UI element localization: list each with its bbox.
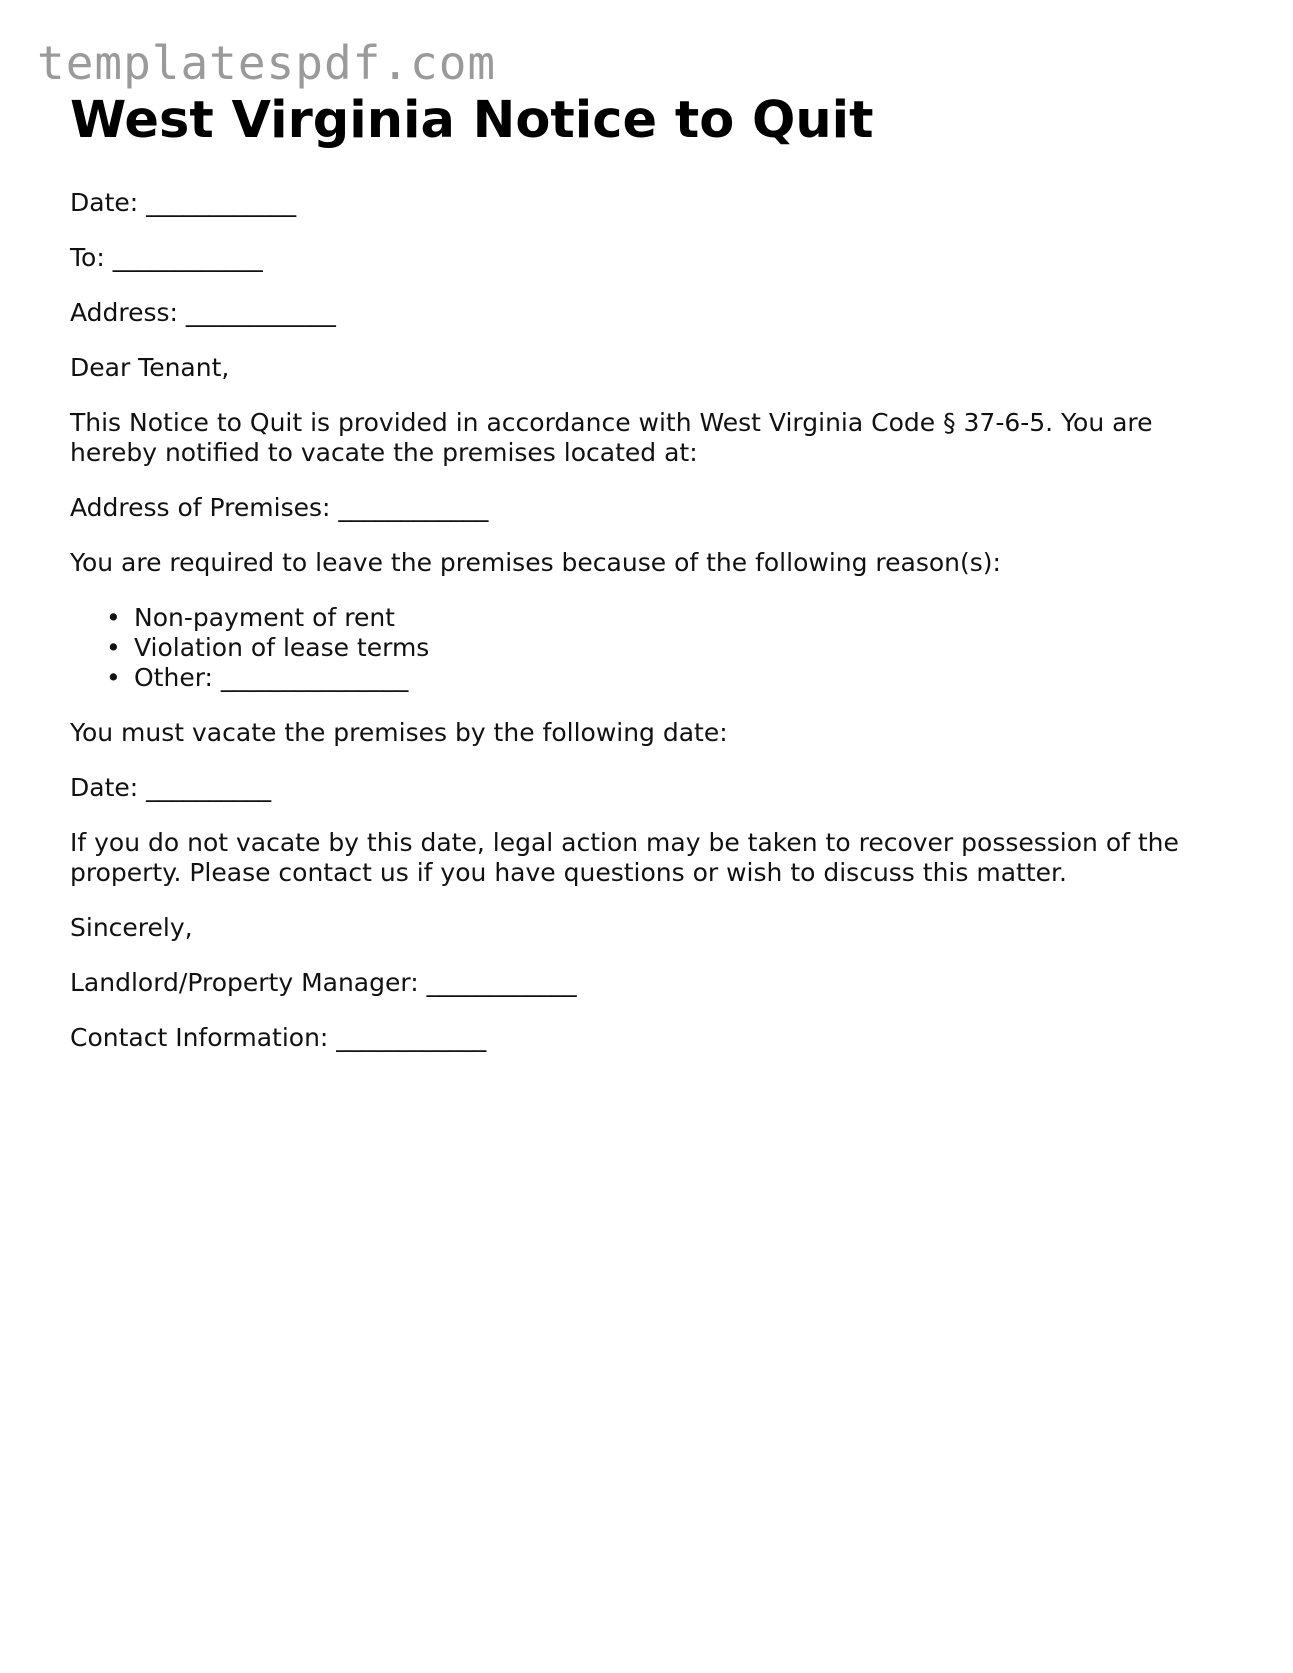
watermark: templatespdf.com [37, 36, 497, 90]
closing: Sincerely, [70, 913, 193, 942]
reason-text: Violation of lease terms [134, 633, 430, 662]
reason-text: Non-payment of rent [134, 603, 395, 632]
bullet-icon: • [106, 603, 121, 632]
document-title: West Virginia Notice to Quit [70, 91, 874, 150]
landlord-line: Landlord/Property Manager: ____________ [70, 968, 577, 997]
notice-document [70, 88, 1220, 1078]
address-line: Address: ____________ [70, 298, 336, 327]
reasons-list [70, 603, 1220, 693]
vacate-date-line: Date: __________ [70, 773, 272, 802]
to-line: To: ____________ [70, 243, 263, 272]
list-item [106, 603, 1220, 633]
reasons-intro: You are required to leave the premises because of the following reason(s): [70, 548, 1001, 577]
vacate-intro: You must vacate the premises by the following date: [70, 718, 728, 747]
date-line: Date: ____________ [70, 188, 297, 217]
premises-line: Address of Premises: ____________ [70, 493, 489, 522]
reason-text: Other: _______________ [134, 663, 409, 692]
bullet-icon: • [106, 663, 121, 692]
contact-line: Contact Information: ____________ [70, 1023, 487, 1052]
warning-paragraph: If you do not vacate by this date, legal action may be taken to recover possession of the property. Please contact us if you have questions or wish to discuss this matter. [70, 828, 1187, 887]
salutation: Dear Tenant, [70, 353, 230, 382]
intro-paragraph: This Notice to Quit is provided in accordance with West Virginia Code § 37-6-5. You are hereby notified to vacate the premises located at: [70, 408, 1161, 467]
list-item [106, 633, 1220, 663]
bullet-icon: • [106, 633, 121, 662]
list-item [106, 663, 1220, 693]
